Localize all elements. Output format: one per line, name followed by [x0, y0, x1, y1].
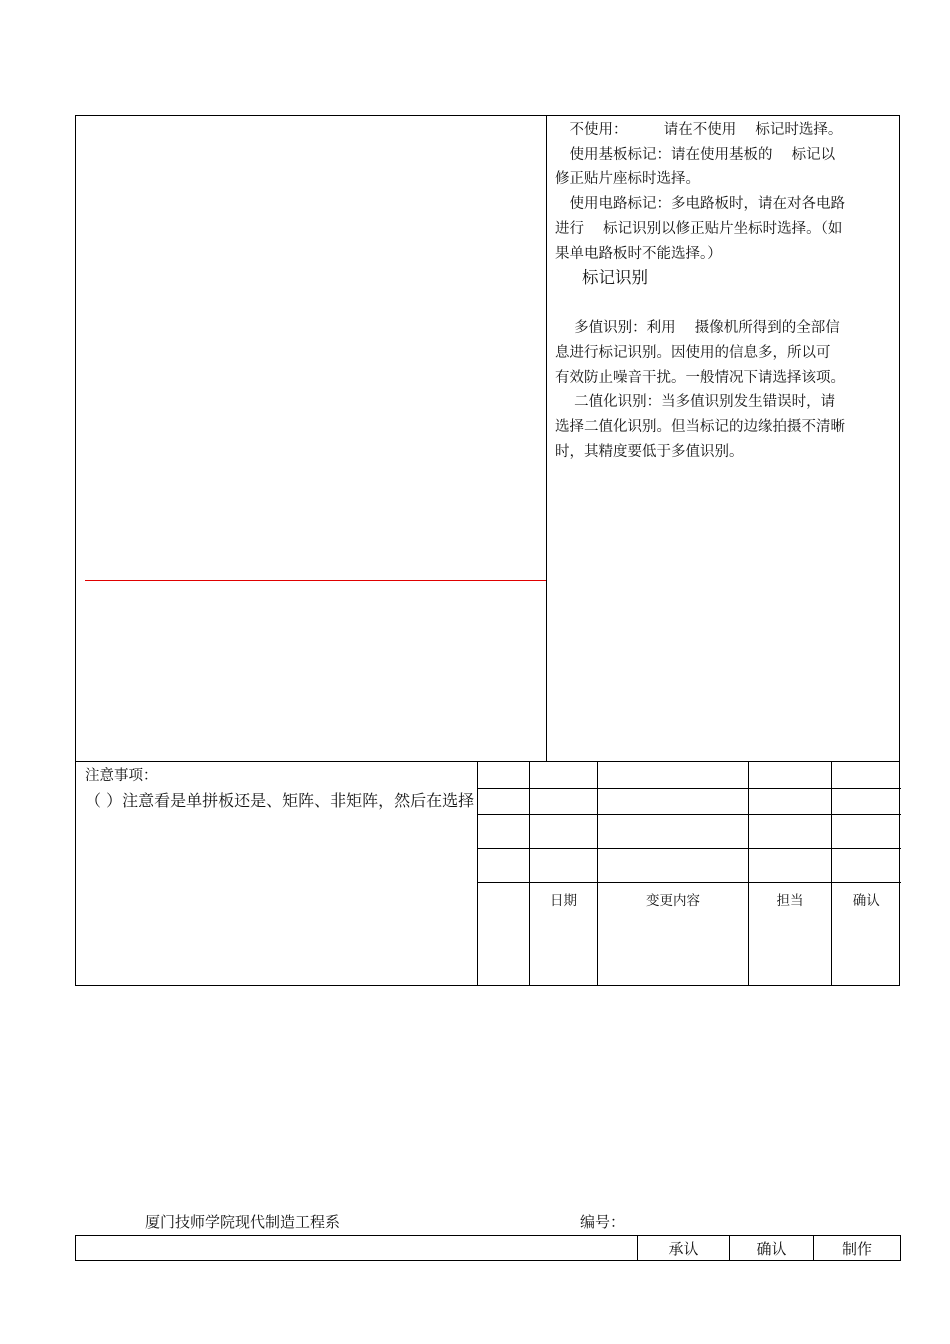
revision-cell [598, 848, 749, 882]
revision-cell [598, 788, 749, 814]
revision-cell [598, 814, 749, 848]
desc-line: 二值化识别：当多值识别发生错误时，请 [555, 394, 836, 411]
revision-cell [749, 788, 832, 814]
revision-cell [598, 762, 749, 788]
make-cell: 制作 [814, 1236, 901, 1261]
revision-cell [530, 848, 598, 882]
header-change-content: 变更内容 [598, 882, 749, 986]
document-number-label: 编号： [580, 1213, 626, 1231]
notes-body: （ ）注意看是单拼板还是、矩阵、非矩阵，然后在选择 [85, 791, 475, 810]
desc-line: 使用基板标记：请在使用基板的 标记以 [555, 146, 836, 163]
header-confirm: 确认 [832, 882, 901, 986]
mark-recognition-heading: 标记识别 [582, 268, 648, 288]
desc-line: 进行 标记识别以修正贴片坐标时选择。（如 [555, 220, 843, 237]
column-divider [546, 115, 547, 762]
revision-cell [832, 788, 901, 814]
desc-line: 多值识别：利用 摄像机所得到的全部信 [555, 320, 840, 337]
approve-cell: 承认 [638, 1236, 730, 1261]
signature-blank-cell [76, 1236, 638, 1261]
organization-name: 厦门技师学院现代制造工程系 [145, 1213, 341, 1231]
notes-section [85, 765, 475, 812]
revision-cell [530, 788, 598, 814]
desc-line: 果单电路板时不能选择。） [555, 245, 722, 262]
signature-table [75, 1235, 901, 1261]
desc-line: 有效防止噪音干扰。一般情况下请选择该项。 [555, 369, 845, 386]
revision-cell [832, 848, 901, 882]
revision-table [477, 762, 901, 986]
revision-cell [478, 788, 530, 814]
desc-line: 修正贴片座标时选择。 [555, 171, 700, 188]
desc-line: 选择二值化识别。但当标记的边缘拍摄不清晰 [555, 419, 845, 436]
confirm-cell: 确认 [730, 1236, 814, 1261]
revision-cell [478, 762, 530, 788]
desc-line: 不使用： 请在不使用 标记时选择。 [555, 122, 843, 138]
red-guide-line [85, 580, 546, 581]
revision-cell [749, 848, 832, 882]
revision-cell [478, 882, 530, 986]
desc-line: 息进行标记识别。因使用的信息多，所以可 [555, 344, 831, 361]
revision-cell [530, 814, 598, 848]
revision-cell [832, 762, 901, 788]
revision-cell [749, 762, 832, 788]
notes-title: 注意事项： [85, 768, 158, 784]
revision-cell [832, 814, 901, 848]
revision-cell [749, 814, 832, 848]
desc-line: 使用电路标记：多电路板时，请在对各电路 [555, 196, 845, 213]
header-date: 日期 [530, 882, 598, 986]
revision-cell [478, 848, 530, 882]
desc-line: 时，其精度要低于多值识别。 [555, 443, 744, 460]
description-panel [555, 118, 892, 464]
revision-cell [478, 814, 530, 848]
revision-cell [530, 762, 598, 788]
header-responsible: 担当 [749, 882, 832, 986]
